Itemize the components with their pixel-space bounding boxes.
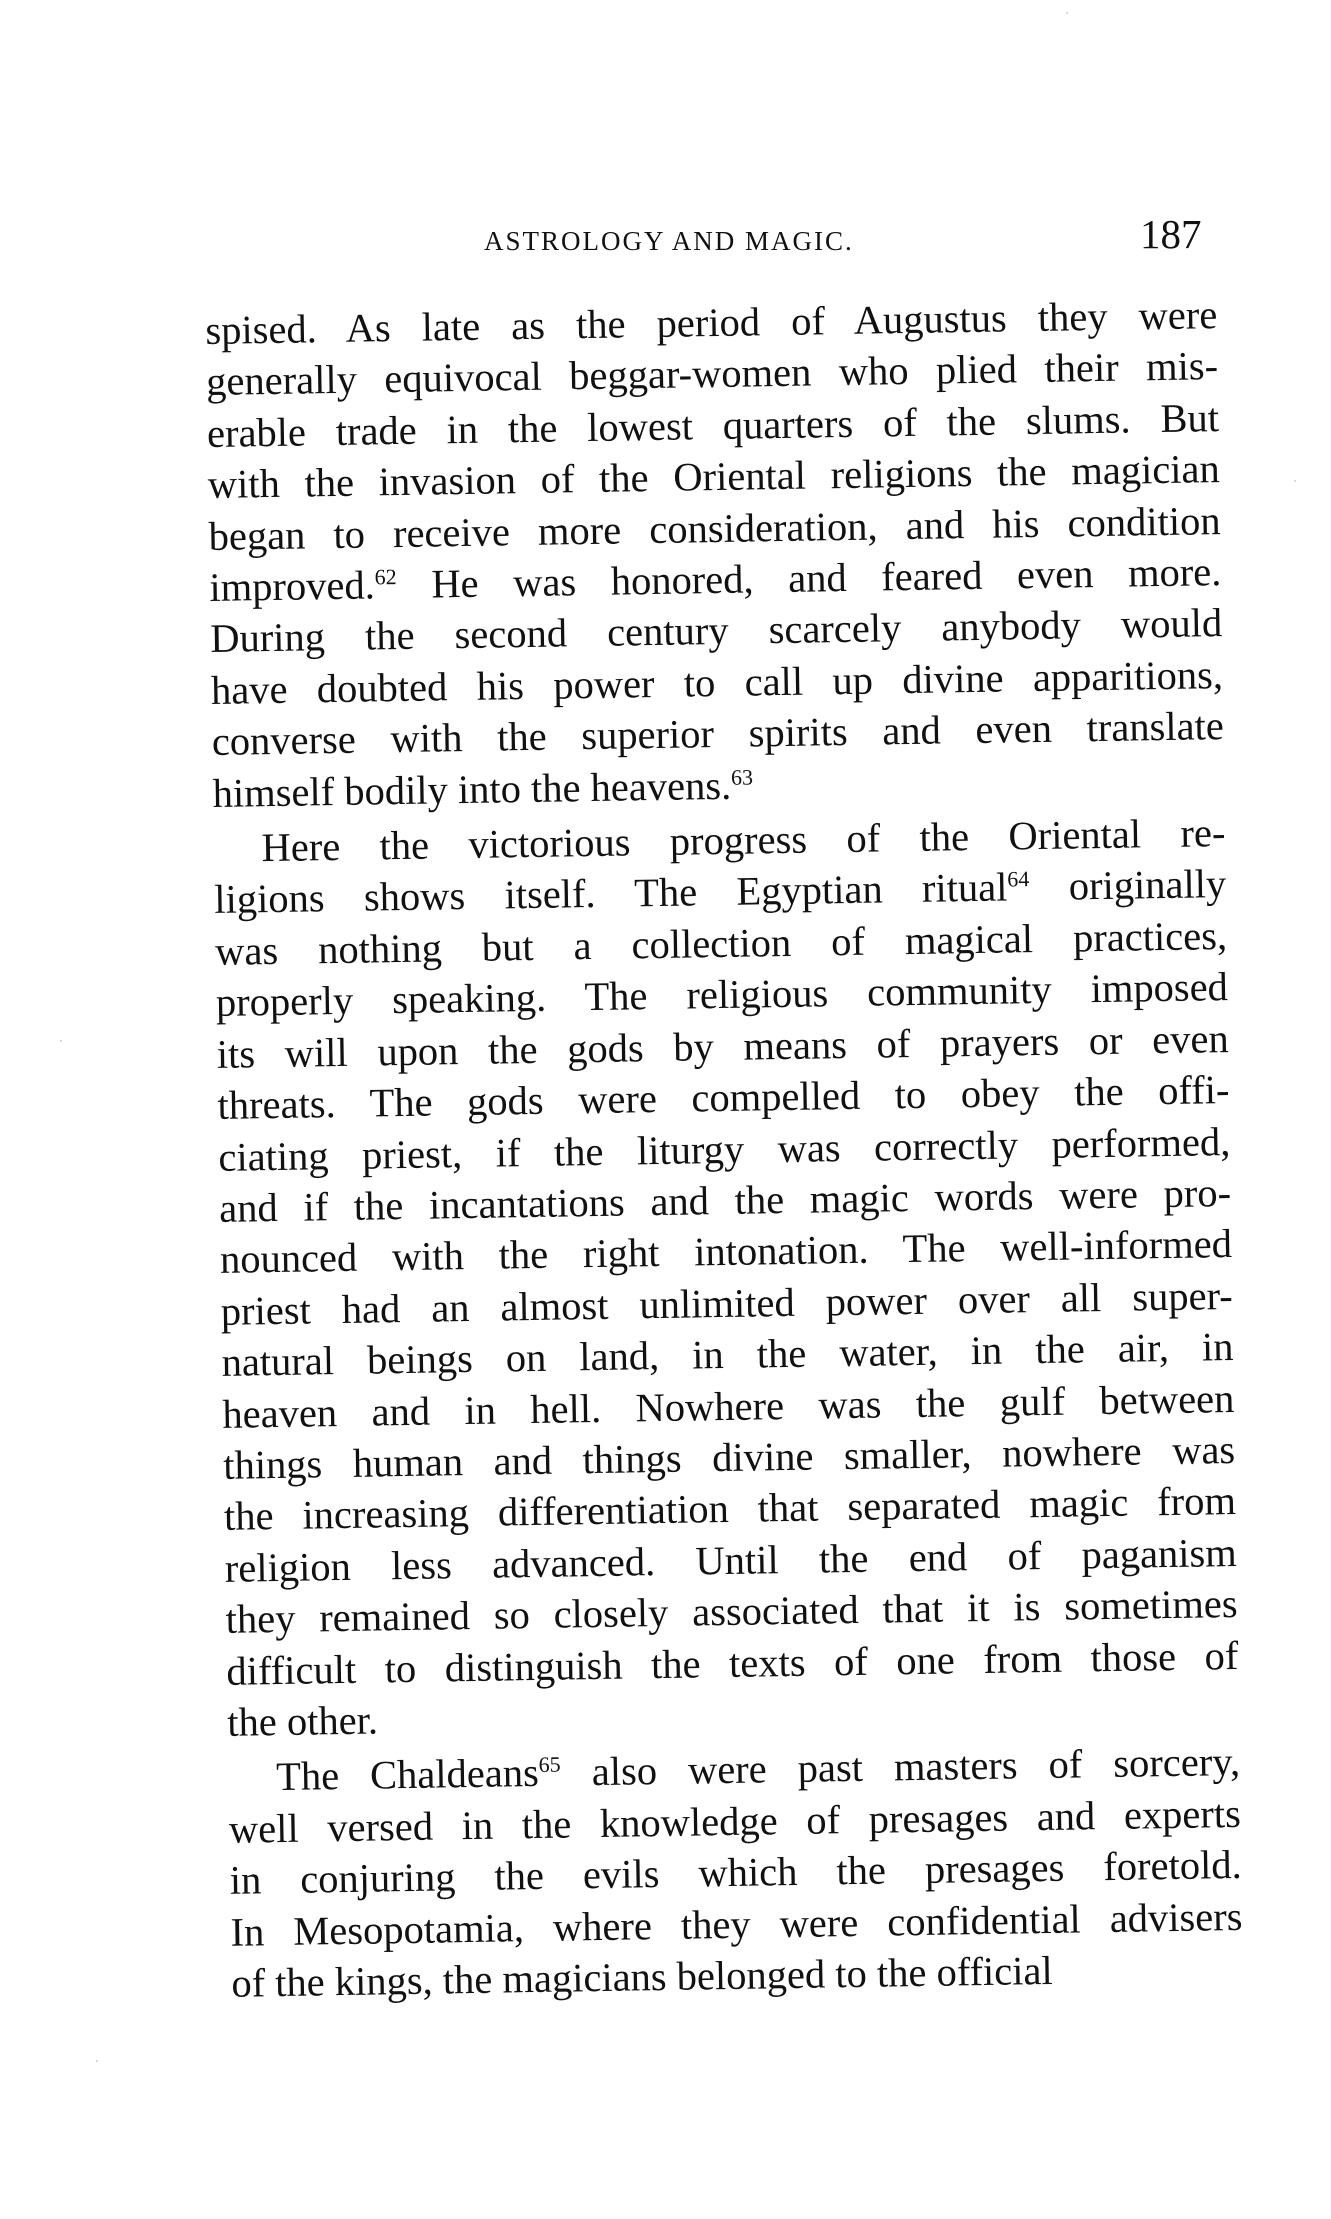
paragraph	[213, 807, 1239, 1748]
paper-speck	[96, 2060, 98, 2062]
line-text-after-note: also were past masters of sorcery,	[560, 1739, 1241, 1795]
line-text: The Chaldeans	[275, 1750, 540, 1800]
footnote-marker: 64	[1007, 866, 1030, 892]
line-text: difficult to distinguish the texts of one from those of	[226, 1632, 1239, 1694]
line-text: natural beings on land, in the water, in the air, in	[221, 1324, 1234, 1385]
paragraph	[205, 289, 1225, 819]
line-text: things human and things divine smaller, nowhere was	[222, 1426, 1236, 1488]
running-title: ASTROLOGY AND MAGIC.	[484, 226, 854, 256]
running-head	[0, 210, 1331, 260]
line-text-after-note: originally	[1029, 861, 1227, 910]
paper-speck	[1294, 480, 1296, 482]
body-text	[205, 289, 1244, 2009]
line-text: threats. The gods were compelled to obey the offi-	[217, 1067, 1230, 1128]
line-text: the increasing differentiation that separated magic from	[223, 1478, 1237, 1540]
line-text: the other.	[226, 1697, 379, 1745]
line-text: priest had an almost unlimited power over all super-	[220, 1272, 1234, 1334]
line-text: erable trade in the lowest quarters of the slums. But	[206, 394, 1220, 456]
line-text: nounced with the right intonation. The well-informed	[219, 1221, 1233, 1283]
line-text: himself bodily into the heavens.	[212, 762, 732, 816]
footnote-marker: 63	[730, 764, 754, 790]
line-text: properly speaking. The religious community imposed	[215, 964, 1229, 1026]
line-text: began to receive more consideration, and his condition	[208, 497, 1221, 559]
line-text: ligions shows itself. The Egyptian ritual	[213, 864, 1008, 923]
footnote-marker: 65	[538, 1751, 561, 1778]
line-text: in conjuring the evils which the presages foretold.	[229, 1842, 1242, 1903]
paragraph	[228, 1736, 1244, 2009]
page-number: 187	[1140, 211, 1202, 257]
paper-speck	[60, 1040, 62, 1042]
line-text: Here the victorious progress of the Oriental re-	[261, 810, 1226, 871]
paper-speck	[1066, 12, 1068, 14]
footnote-marker: 62	[374, 564, 397, 590]
line-text: with the invasion of the Oriental religions the magician	[207, 446, 1221, 508]
line-text: spised. As late as the period of Augustus they were	[205, 292, 1218, 353]
line-text: converse with the superior spirits and even translate	[211, 703, 1225, 765]
line-text: they remained so closely associated that it is sometimes	[225, 1581, 1238, 1642]
line-text: heaven and in hell. Nowhere was the gulf between	[222, 1375, 1235, 1437]
line-text: In Mesopotamia, where they were confidential advisers	[230, 1893, 1243, 1955]
line-text: well versed in the knowledge of presages and experts	[228, 1790, 1242, 1852]
line-text: of the kings, the magicians belonged to the official	[231, 1947, 1054, 2006]
line-text: religion less advanced. Until the end of paganism	[224, 1529, 1238, 1591]
line-text: have doubted his power to call up divine apparitions,	[210, 651, 1224, 713]
line-text: ciating priest, if the liturgy was correctly performed,	[218, 1118, 1231, 1180]
line-text: was nothing but a collection of magical practices,	[214, 912, 1228, 974]
line-text: improved.	[209, 562, 376, 610]
line-text: During the second century scarcely anybody would	[209, 600, 1223, 662]
line-text: its will upon the gods by means of prayers or even	[216, 1015, 1229, 1077]
line-text: and if the incantations and the magic words were pro-	[218, 1169, 1232, 1231]
line-text: generally equivocal beggar-women who plied their mis-	[205, 343, 1219, 405]
line-text-after-note: He was honored, and feared even more.	[396, 549, 1222, 608]
